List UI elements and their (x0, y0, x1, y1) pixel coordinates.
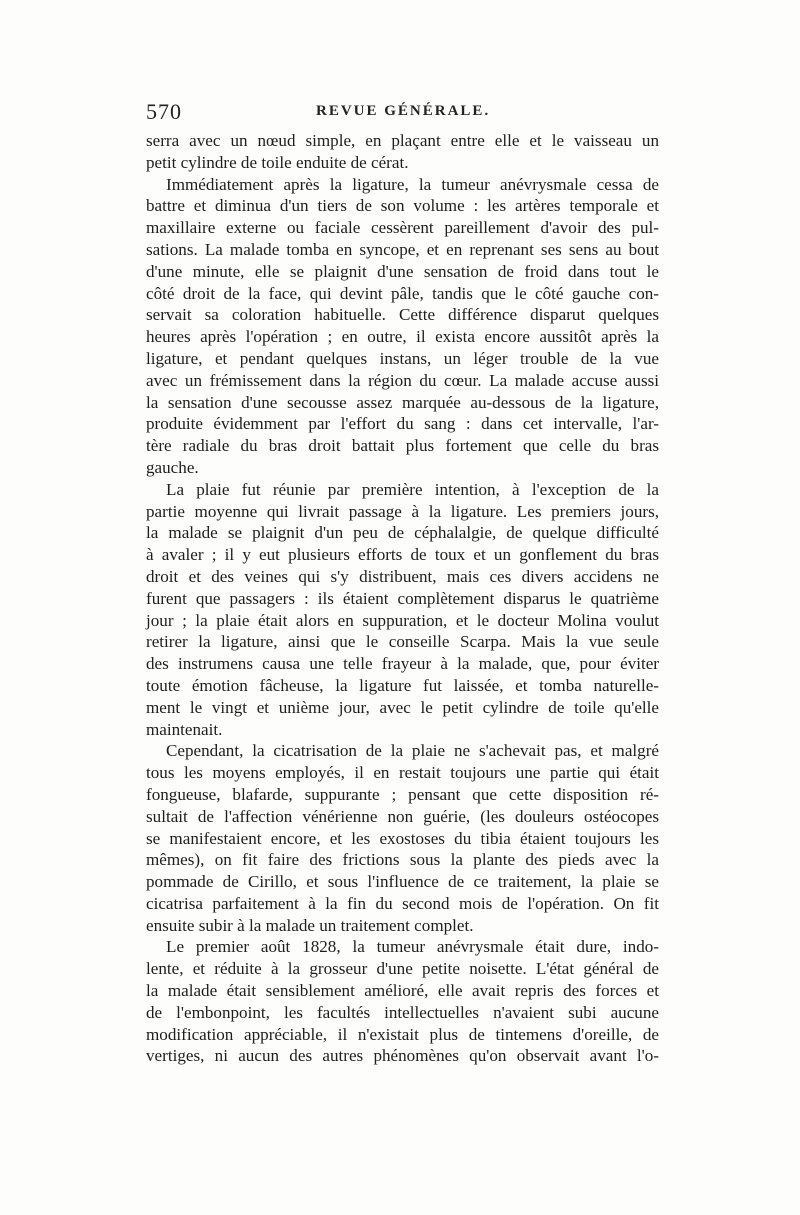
text-line: ensuite subir à la malade un traitement complet. (146, 915, 474, 935)
text-line: mêmes), on fit faire des frictions sous la plante des pieds avec la (146, 850, 659, 870)
text-line: serra avec un nœud simple, en plaçant entre elle et le vaisseau un (146, 131, 659, 150)
text-line: cicatrisa parfaitement à la fin du second mois de l'opération. On fit (146, 893, 659, 913)
text-line: produite évidemment par l'effort du sang : dans cet intervalle, l'ar- (146, 414, 659, 434)
text-line: heures après l'opération ; en outre, il exista encore aussitôt après la (146, 327, 659, 347)
text-line: la malade se plaignit d'un peu de céphalalgie, de quelque difficulté (146, 523, 659, 543)
text-line: tous les moyens employés, il en restait toujours une partie qui était (146, 763, 659, 783)
text-line: modification appréciable, il n'existait plus de tintemens d'oreille, de (146, 1024, 659, 1044)
text-line: tère radiale du bras droit battait plus fortement que celle du bras (146, 436, 659, 456)
text-line: Le premier août 1828, la tumeur anévrysmale était dure, indo- (166, 937, 659, 957)
text-line: sations. La malade tomba en syncope, et en reprenant ses sens au bout (146, 239, 659, 259)
text-line: Immédiatement après la ligature, la tumeur anévrysmale cessa de (166, 174, 659, 194)
text-line: gauche. (146, 457, 199, 477)
text-line: furent que passagers : ils étaient complètement disparus le quatrième (146, 588, 659, 608)
text-line: pommade de Cirillo, et sous l'influence de ce traitement, la plaie se (146, 872, 659, 892)
text-line: la malade était sensiblement amélioré, elle avait repris des forces et (146, 981, 659, 1001)
text-line: vertiges, ni aucun des autres phénomènes qu'on observait avant l'o- (146, 1046, 659, 1066)
text-line: ligature, et pendant quelques instans, un léger trouble de la vue (146, 348, 659, 368)
text-line: partie moyenne qui livrait passage à la ligature. Les premiers jours, (146, 501, 659, 521)
text-line: sultait de l'affection vénérienne non guérie, (les douleurs ostéocopes (146, 806, 659, 826)
text-line: petit cylindre de toile enduite de cérat. (146, 152, 409, 172)
text-line: des instrumens causa une telle frayeur à la malade, que, pour éviter (146, 654, 659, 674)
text-line: avec un frémissement dans la région du cœur. La malade accuse aussi (146, 370, 659, 390)
text-line: côté droit de la face, qui devint pâle, tandis que le côté gauche con- (146, 283, 659, 303)
text-line: à avaler ; il y eut plusieurs efforts de toux et un gonflement du bras (146, 545, 659, 565)
text-line: servait sa coloration habituelle. Cette différence disparut quelques (146, 305, 659, 325)
text-line: toute émotion fâcheuse, la ligature fut laissée, et tomba naturelle- (146, 675, 659, 695)
text-line: battre et diminua d'un tiers de son volume : les artères temporale et (146, 196, 659, 216)
text-line: se manifestaient encore, et les exostoses du tibia étaient toujours les (146, 828, 659, 848)
text-line: jour ; la plaie était alors en suppuration, et le docteur Molina voulut (146, 610, 659, 630)
text-line: de l'embonpoint, les facultés intellectuelles n'avaient subi aucune (146, 1002, 659, 1022)
running-head: REVUE GÉNÉRALE. (316, 103, 491, 119)
text-line: lente, et réduite à la grosseur d'une petite noisette. L'état général de (146, 959, 659, 979)
text-line: d'une minute, elle se plaignit d'une sensation de froid dans tout le (146, 261, 659, 281)
text-line: maintenait. (146, 719, 223, 739)
text-line: ment le vingt et unième jour, avec le petit cylindre de toile qu'elle (146, 697, 659, 717)
text-line: droit et des veines qui s'y distribuent, mais ces divers accidens ne (146, 566, 659, 586)
body-text (146, 130, 659, 1067)
page-header (146, 99, 658, 127)
text-line: fongueuse, blafarde, suppurante ; pensant que cette disposition ré- (146, 784, 659, 804)
page-number: 570 (146, 99, 182, 124)
text-line: La plaie fut réunie par première intention, à l'exception de la (166, 479, 659, 499)
text-line: la sensation d'une secousse assez marquée au-dessous de la ligature, (146, 392, 659, 412)
text-line: Cependant, la cicatrisation de la plaie ne s'achevait pas, et malgré (166, 741, 659, 761)
text-line: maxillaire externe ou faciale cessèrent pareillement d'avoir des pul- (146, 218, 659, 238)
text-line: retirer la ligature, ainsi que le conseille Scarpa. Mais la vue seule (146, 632, 659, 652)
